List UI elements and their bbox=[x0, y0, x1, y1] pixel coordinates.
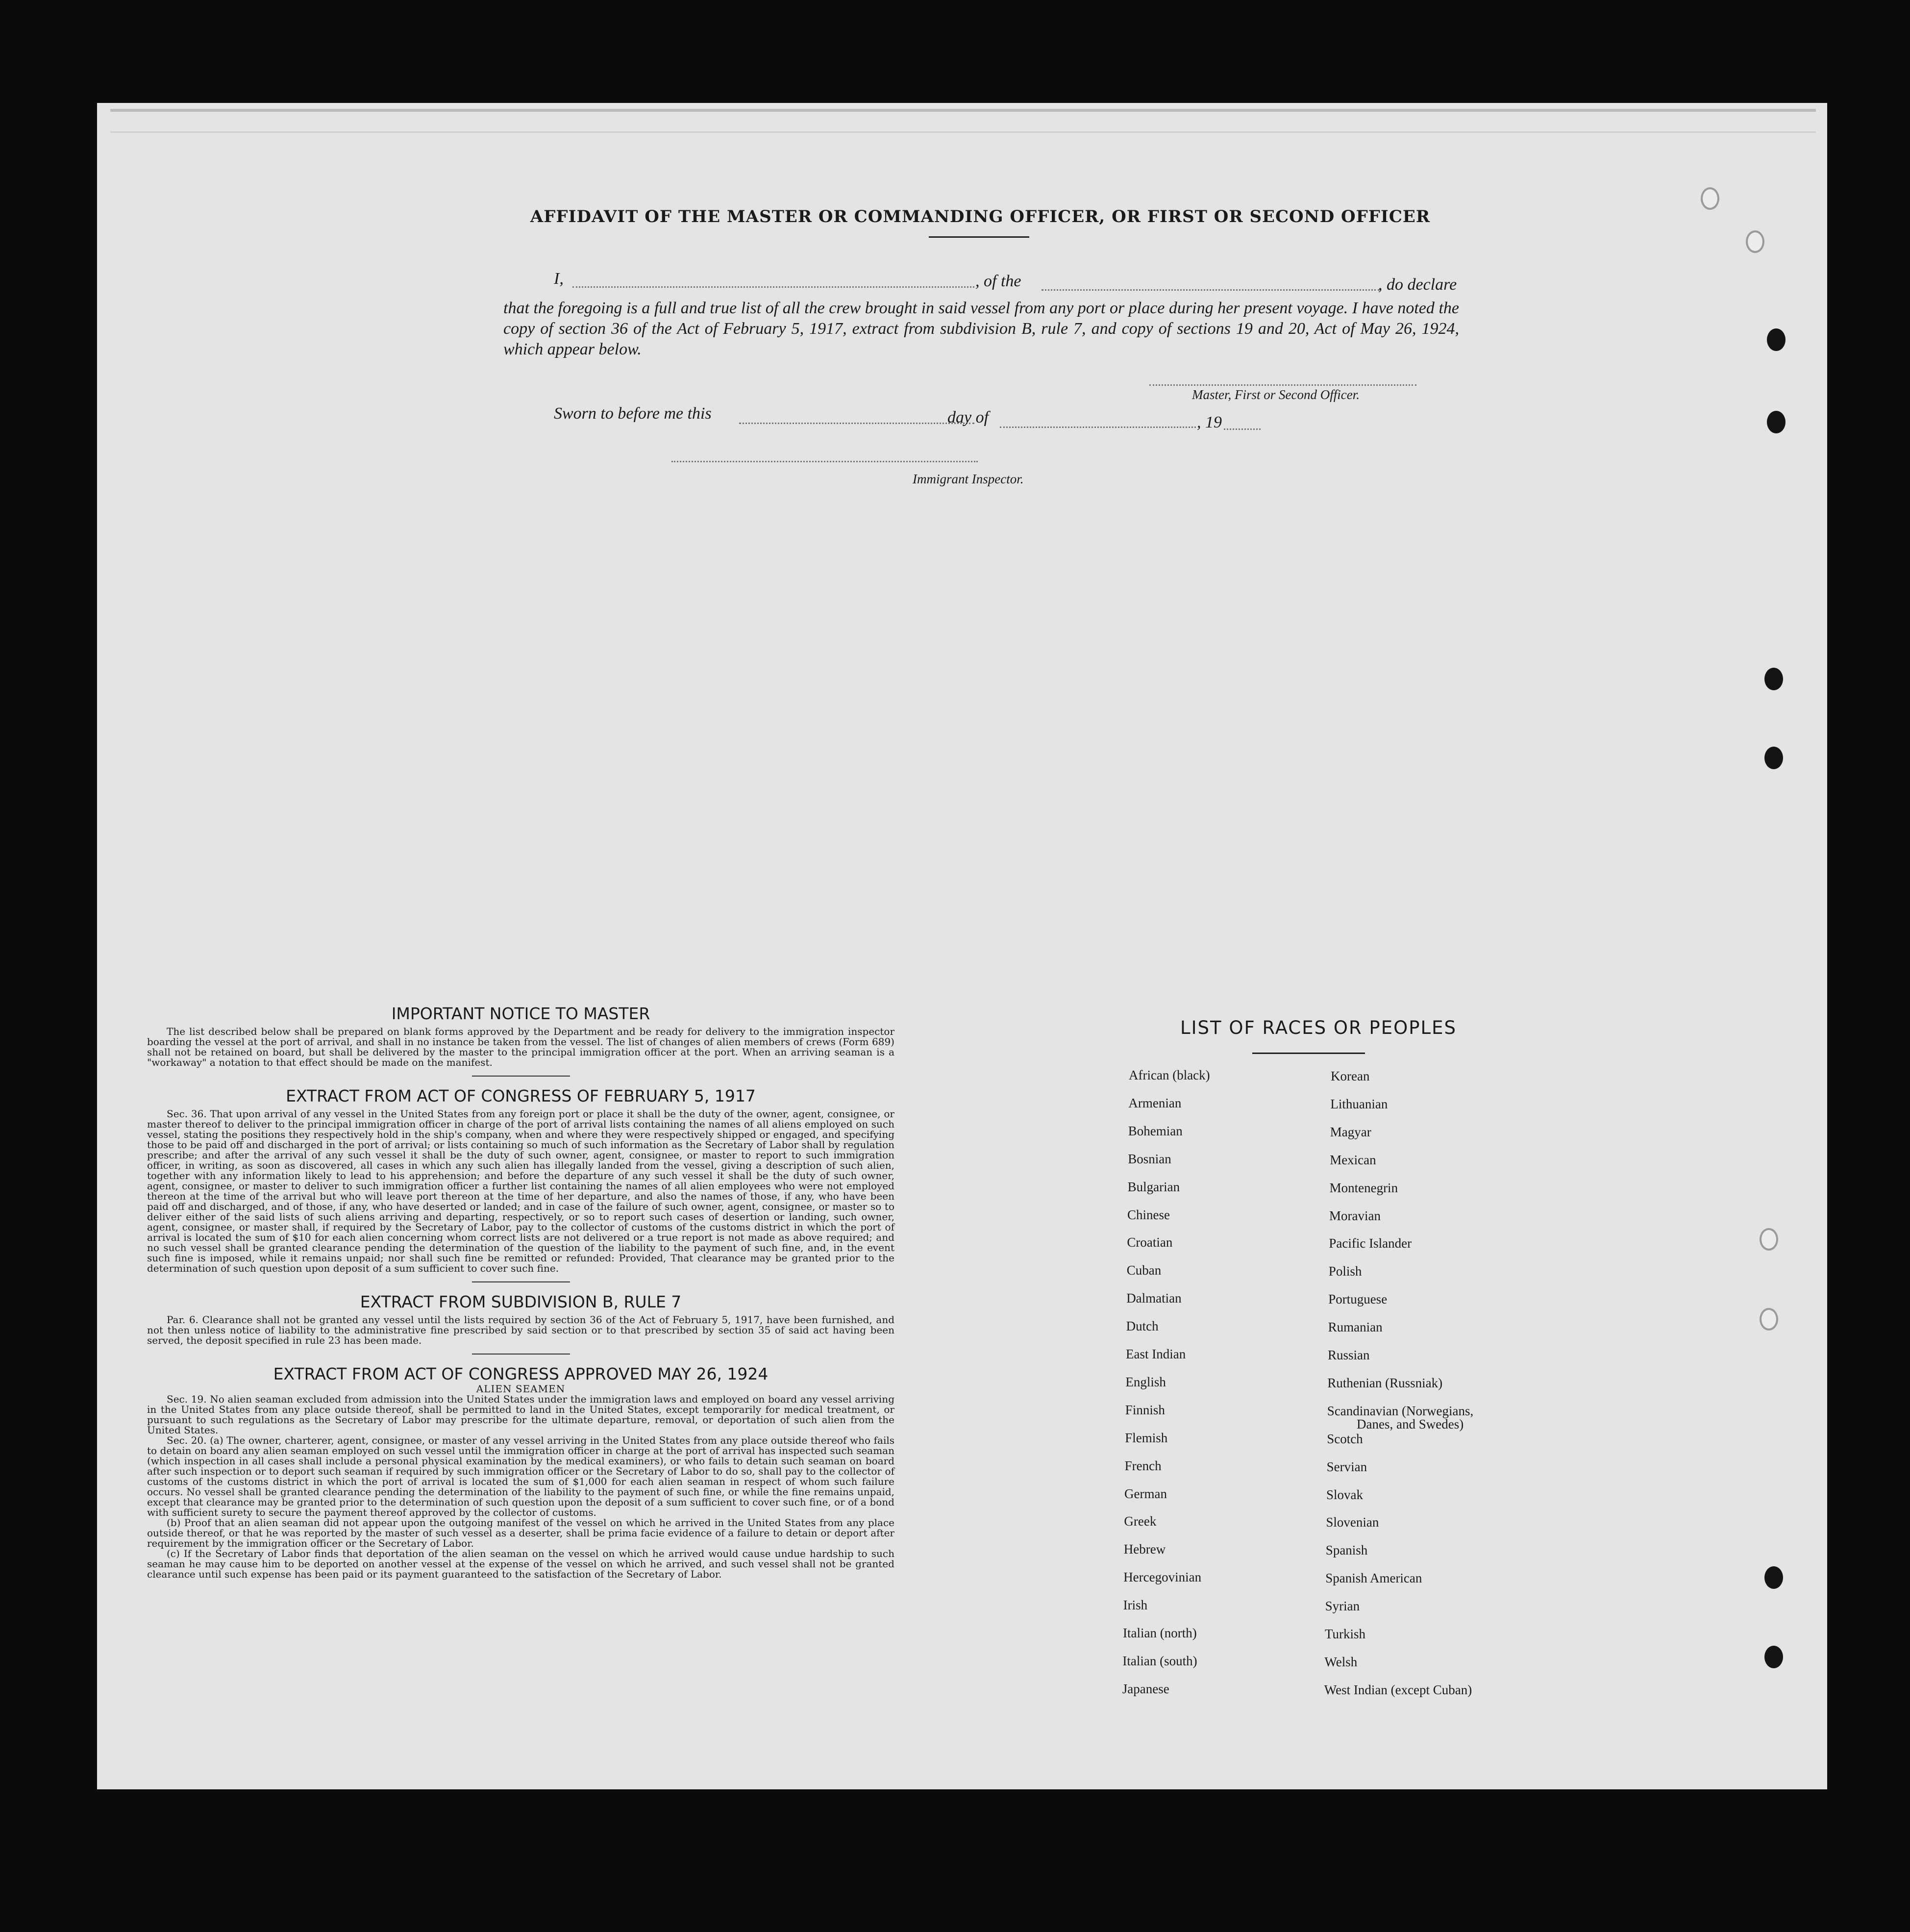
race-item: Moravian bbox=[1329, 1208, 1381, 1223]
race-item: Slovenian bbox=[1326, 1515, 1379, 1530]
sec-19-text: Sec. 19. No alien seaman excluded from admission into the United States under the immigration laws and employed on board any vessel arriving in the United States from any place outside thereof, shall be permitted to land in the United States, except temporarily for medical treatment, or pursuant to such regulations as the Secretary of Labor may prescribe for the ultimate departure, removal, or deportation of such alien from the United States. bbox=[147, 1393, 894, 1436]
sec-20a-text: Sec. 20. (a) The owner, charterer, agent, consignee, or master of any vessel arriving in the United States from any place outside thereof who fails to detain on board any alien seaman employed on such vessel until the immigration officer in charge at the port of arrival has inspected such seaman (which inspection in all cases shall include a personal physical examination by the medical examiners), or who fails to detain such seaman on board after such inspection or to deport such seaman if required by such immigration officer or the Secretary of Labor to do so, shall pay to the collector of customs of the customs district in which the port of arrival is located the sum of $1,000 for each alien seaman in respect of whom such failure occurs. No vessel shall be granted clearance pending the determination of the liability to the payment of such fine, or while the fine remains unpaid, except that clearance may be granted prior to the determination of such question upon the deposit of a sum sufficient to cover such fine, or of a bond with sufficient surety to secure the payment thereof approved by the collector of customs. bbox=[147, 1434, 894, 1518]
race-item: Magyar bbox=[1330, 1124, 1371, 1139]
race-item: Scotch bbox=[1327, 1431, 1363, 1446]
race-item: Greek bbox=[1124, 1514, 1157, 1529]
legal-notices bbox=[147, 1004, 894, 1580]
extract-1917-text: Sec. 36. That upon arrival of any vessel in the United States from any foreign port or place it shall be the duty of the owner, agent, consignee, or master thereof to deliver to the principal immigration officer in charge of the port of arrival lists containing the names of all aliens employed on such vessel, stating the positions they respectively hold in the ship's company, when and where they were respectively shipped or engaged, and specifying those to be paid off and discharged in the port of arrival; or lists containing so much of such information as the Secretary of Labor shall by regulation prescribe; and after the arrival of any such vessel it shall be the duty of such owner, agent, consignee, or master to report to such immigration officer, in writing, as soon as discovered, all cases in which any such alien has illegally landed from the vessel, giving a description of such alien, together with any information likely to lead to his apprehension; and before the departure of any such vessel it shall be the duty of such owner, agent, consignee, or master to deliver to such immigration officer a further list containing the names of all alien employees who were not employed thereon at the time of the arrival but who will leave port thereon at the time of her departure, and also the names of those, if any, who have been paid off and discharged, and of those, if any, who have deserted or landed; and in case of the failure of such owner, agent, consignee, or master so to deliver either of the said lists of such aliens arriving and departing, respectively, or so to report such cases of desertion or landing, such owner, agent, consignee, or master shall, if required by the Secretary of Labor, pay to the collector of customs of the customs district in which the port of arrival is located the sum of $10 for each alien concerning whom correct lists are not delivered or a true report is not made as above required; and no such vessel shall be granted clearance pending the determination of the question of the liability to the payment of such fine, and, in the event such fine is imposed, while it remains unpaid; nor shall such fine be remitted or refunded: Provided, That clearance may be granted prior to the determination of such question upon deposit of a sum sufficient to cover such fine. bbox=[147, 1108, 894, 1274]
race-item: Italian (north) bbox=[1123, 1626, 1197, 1640]
races-title: LIST OF RACES OR PEOPLES bbox=[1180, 1017, 1457, 1038]
race-item: Syrian bbox=[1325, 1599, 1360, 1614]
divider bbox=[472, 1076, 570, 1077]
race-item: East Indian bbox=[1126, 1347, 1186, 1361]
race-item: Pacific Islander bbox=[1329, 1236, 1412, 1251]
punch-hole bbox=[1767, 411, 1786, 433]
declaration-text: that the foregoing is a full and true list of all the crew brought in said vessel from any port or place during her present voyage. I have noted the copy of section 36 of the Act of February 5, 1917, extract from subdivision B, rule 7, and copy of sections 19 and 20, Act of May 26, 1924, which appear below. bbox=[503, 299, 1459, 358]
inspector-signature-field[interactable] bbox=[671, 461, 978, 462]
extract-1924-title: EXTRACT FROM ACT OF CONGRESS APPROVED MAY 26, 1924 bbox=[273, 1364, 769, 1383]
sworn-year-field[interactable] bbox=[1224, 428, 1261, 430]
name-field[interactable] bbox=[572, 286, 974, 288]
race-item: English bbox=[1125, 1374, 1166, 1389]
race-item: Welsh bbox=[1324, 1654, 1358, 1669]
race-item: Italian (south) bbox=[1122, 1653, 1197, 1668]
divider bbox=[472, 1354, 570, 1355]
extract-1924-subtitle: ALIEN SEAMEN bbox=[476, 1383, 566, 1395]
divider bbox=[472, 1281, 570, 1282]
punch-hole bbox=[1764, 1646, 1783, 1668]
i-label: I, bbox=[554, 270, 564, 288]
punch-hole bbox=[1764, 668, 1783, 690]
race-item: Dalmatian bbox=[1126, 1291, 1182, 1306]
race-item: Rumanian bbox=[1328, 1320, 1383, 1335]
day-of-label: day of bbox=[947, 408, 989, 427]
affidavit-title: AFFIDAVIT OF THE MASTER OR COMMANDING OFFICER, OR FIRST OR SECOND OFFICER bbox=[530, 207, 1431, 226]
race-item: Cuban bbox=[1126, 1263, 1162, 1278]
race-item: Japanese bbox=[1122, 1681, 1169, 1696]
race-item: Bosnian bbox=[1128, 1151, 1171, 1166]
race-item: African (black) bbox=[1129, 1068, 1210, 1082]
race-item-continued: Danes, and Swedes) bbox=[1357, 1416, 1464, 1431]
race-item: Russian bbox=[1328, 1348, 1370, 1362]
punch-hole bbox=[1760, 1228, 1778, 1251]
race-item: German bbox=[1124, 1486, 1167, 1501]
race-item: Finnish bbox=[1125, 1402, 1165, 1417]
punch-hole bbox=[1701, 187, 1719, 210]
extract-1917-title: EXTRACT FROM ACT OF CONGRESS OF FEBRUARY 5, 1917 bbox=[286, 1086, 756, 1105]
race-item: Montenegrin bbox=[1329, 1180, 1398, 1195]
of-the-label: , of the bbox=[975, 272, 1021, 290]
title-rule bbox=[929, 236, 1029, 238]
notice-title: IMPORTANT NOTICE TO MASTER bbox=[391, 1004, 650, 1023]
extract-rule7-title: EXTRACT FROM SUBDIVISION B, RULE 7 bbox=[360, 1292, 682, 1311]
sec-20b-text: (b) Proof that an alien seaman did not appear upon the outgoing manifest of the vessel on which he arrived in the United States from any place outside thereof, or that he was reported by the master of such vessel as a deserter, shall be prima facie evidence of a failure to detain or deport after requirement by the immigration officer or the Secretary of Labor. bbox=[147, 1517, 894, 1549]
race-item: Scandinavian (Norwegians, bbox=[1327, 1403, 1474, 1418]
race-item: Turkish bbox=[1325, 1627, 1366, 1641]
race-item: Mexican bbox=[1330, 1152, 1376, 1167]
race-item: Armenian bbox=[1128, 1095, 1182, 1110]
year-label: , 19 bbox=[1197, 413, 1222, 431]
race-item: Irish bbox=[1123, 1598, 1148, 1613]
race-item: Bulgarian bbox=[1127, 1179, 1180, 1194]
page-edge bbox=[110, 109, 1816, 133]
race-item: Hercegovinian bbox=[1123, 1570, 1202, 1585]
race-item: Portuguese bbox=[1328, 1292, 1388, 1307]
race-item: Hebrew bbox=[1123, 1542, 1166, 1557]
master-label: Master, First or Second Officer. bbox=[1192, 387, 1360, 402]
race-item: French bbox=[1124, 1458, 1162, 1473]
race-item: Chinese bbox=[1127, 1207, 1170, 1222]
inspector-label: Immigrant Inspector. bbox=[913, 472, 1024, 486]
sec-20c-text: (c) If the Secretary of Labor finds that deportation of the alien seaman on the vessel on which he arrived would cause undue hardship to such seaman he may cause him to be deported on another vessel at the expense of the vessel on which he arrived, and such vessel shall not be granted clearance until such expense has been paid or its payment guaranteed to the satisfaction of the Secretary of Labor. bbox=[147, 1548, 894, 1580]
sworn-label: Sworn to before me this bbox=[554, 404, 712, 423]
race-item: Servian bbox=[1326, 1459, 1367, 1474]
race-item: West Indian (except Cuban) bbox=[1324, 1682, 1472, 1697]
punch-hole bbox=[1746, 230, 1764, 253]
race-item: Korean bbox=[1331, 1069, 1370, 1083]
sworn-month-field[interactable] bbox=[1000, 427, 1196, 428]
sworn-day-field[interactable] bbox=[739, 423, 974, 424]
do-declare-label: , do declare bbox=[1378, 276, 1457, 294]
race-item: Ruthenian (Russniak) bbox=[1327, 1375, 1443, 1390]
extract-rule7-text: Par. 6. Clearance shall not be granted any vessel until the lists required by section 36 of the Act of February 5, 1917, have been furnished, and not then unless notice of liability to the administrative fine prescribed by said section or to that prescribed by section 35 of said act having been served, the deposit specified in rule 23 has been made. bbox=[147, 1314, 894, 1346]
punch-hole bbox=[1767, 328, 1786, 351]
race-item: Flemish bbox=[1125, 1430, 1168, 1445]
race-item: Lithuanian bbox=[1330, 1096, 1388, 1111]
master-signature-field[interactable] bbox=[1149, 384, 1416, 386]
race-item: Spanish bbox=[1325, 1543, 1368, 1558]
race-item: Polish bbox=[1328, 1264, 1362, 1279]
notice-text: The list described below shall be prepared on blank forms approved by the Department and be ready for delivery to the immigration inspector boarding the vessel at the port of arrival, and shall in no instance be taken from the vessel. The list of changes of alien members of crews (Form 689) shall not be retained on board, but shall be delivered by the master to the principal immigration officer at the port. When an arriving seaman is a "workaway" a notation to that effect should be made on the manifest. bbox=[147, 1026, 894, 1068]
vessel-field[interactable] bbox=[1042, 289, 1380, 291]
punch-hole bbox=[1760, 1308, 1778, 1330]
punch-hole bbox=[1764, 747, 1783, 769]
punch-hole bbox=[1764, 1566, 1783, 1589]
races-rule bbox=[1252, 1053, 1365, 1054]
race-item: Dutch bbox=[1126, 1319, 1159, 1334]
race-item: Bohemian bbox=[1128, 1123, 1183, 1138]
race-item: Croatian bbox=[1127, 1235, 1173, 1250]
race-item: Spanish American bbox=[1325, 1571, 1422, 1586]
race-item: Slovak bbox=[1326, 1487, 1364, 1502]
